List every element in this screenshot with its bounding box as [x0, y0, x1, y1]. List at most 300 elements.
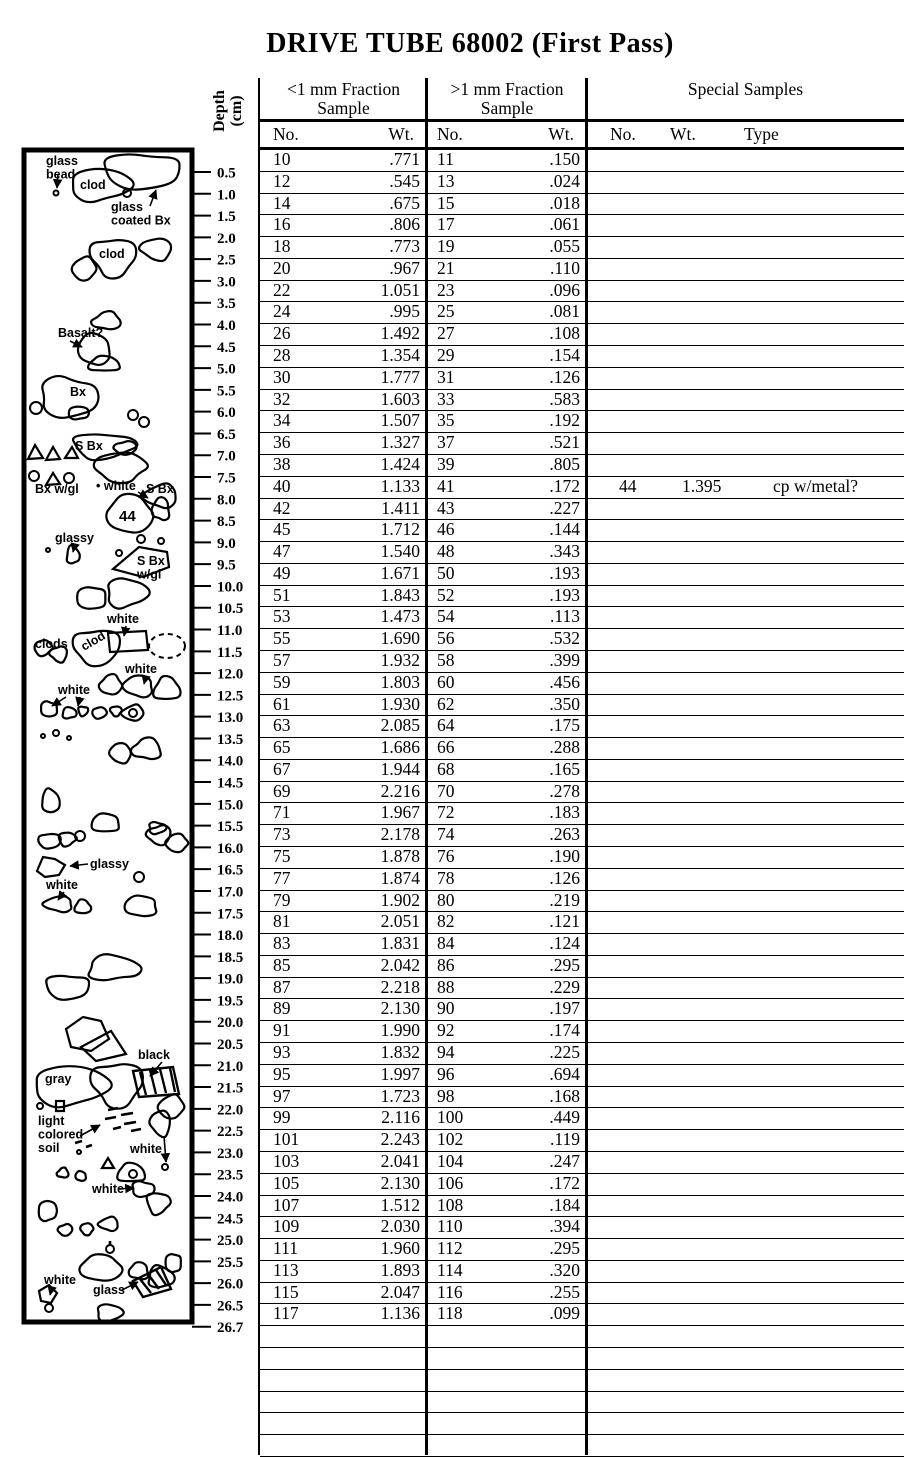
special-no-cell	[587, 259, 657, 280]
fine-wt-cell: .806	[389, 214, 420, 235]
fine-no-cell: 34	[273, 410, 291, 431]
special-no-cell	[587, 1435, 657, 1456]
depth-tick-label: 25.5	[217, 1254, 244, 1271]
table-row	[260, 1413, 904, 1435]
fine-wt-cell: 1.878	[380, 846, 420, 866]
special-wt-cell	[657, 1239, 733, 1260]
special-type-cell	[733, 1152, 904, 1173]
special-no-cell	[587, 673, 657, 694]
special-wt-cell	[657, 891, 733, 912]
depth-tick-label: 1.0	[217, 187, 236, 204]
group-label: Sample	[317, 98, 370, 118]
special-wt-cell	[657, 172, 733, 193]
soil-streak	[121, 1113, 133, 1115]
soil-streak	[86, 1145, 92, 1147]
coarse-wt-cell: .126	[549, 867, 580, 888]
special-type-cell	[733, 172, 904, 193]
special-wt-cell	[657, 564, 733, 585]
special-wt-cell	[657, 673, 733, 694]
coarse-no-cell: 41	[437, 475, 455, 496]
depth-tick-label: 17.0	[217, 884, 244, 901]
coarse-no-cell: 86	[437, 954, 455, 975]
fine-wt-cell: 2.178	[380, 824, 420, 845]
fine-no-cell: 83	[273, 933, 291, 954]
special-no-cell	[587, 172, 657, 193]
depth-tick-label: 21.5	[217, 1080, 244, 1097]
coarse-no-cell: 88	[437, 976, 455, 997]
coarse-no-cell: 60	[437, 671, 455, 692]
table-row	[260, 1326, 904, 1348]
fine-wt-cell: 1.540	[380, 541, 420, 562]
special-wt-cell	[657, 1392, 733, 1413]
coarse-no-cell: 72	[437, 802, 455, 823]
table-row	[260, 1196, 904, 1218]
depth-tick-label: 25.0	[217, 1233, 244, 1250]
special-type-cell	[733, 651, 904, 672]
diagram-label: white	[107, 612, 139, 626]
coarse-no-cell	[427, 1435, 489, 1456]
special-wt-cell	[657, 1435, 733, 1456]
special-type-cell	[733, 716, 904, 737]
special-wt-cell	[657, 760, 733, 781]
coarse-no-cell: 108	[437, 1194, 464, 1215]
special-no-cell	[587, 607, 657, 628]
table-row	[260, 302, 904, 324]
special-type-cell	[733, 760, 904, 781]
special-wt-cell	[657, 411, 733, 432]
diagram-label: Bx w/gl	[35, 482, 79, 496]
special-type-cell	[733, 520, 904, 541]
table-row	[260, 999, 904, 1021]
coarse-wt-cell: .192	[549, 410, 580, 431]
special-type-cell	[733, 847, 904, 868]
special-wt-cell: 1.395	[682, 475, 722, 496]
special-no-cell	[587, 564, 657, 585]
fine-wt-cell: 2.042	[380, 954, 420, 975]
table-row	[260, 847, 904, 869]
fine-no-cell: 61	[273, 693, 291, 714]
clast-shape	[77, 587, 105, 608]
special-wt-cell	[657, 1304, 733, 1325]
special-type-cell	[733, 738, 904, 759]
fine-wt-cell: 2.085	[380, 715, 420, 736]
special-wt-cell	[657, 1130, 733, 1151]
clast-shape	[39, 1285, 57, 1303]
special-no-cell	[587, 1196, 657, 1217]
group-label: <1 mm Fraction	[287, 79, 400, 99]
special-wt-cell	[657, 259, 733, 280]
depth-tick-label: 2.5	[217, 252, 236, 269]
coarse-no-cell: 37	[437, 432, 455, 453]
fine-wt-cell: 1.327	[380, 432, 420, 453]
fine-no-cell: 14	[273, 192, 291, 213]
special-wt-cell	[657, 978, 733, 999]
coarse-no-cell: 116	[437, 1281, 463, 1302]
clast-shape	[54, 191, 59, 196]
table-row	[260, 346, 904, 368]
special-type-cell	[733, 934, 904, 955]
depth-tick-label: 8.0	[217, 492, 236, 509]
clast-shape	[75, 1171, 86, 1181]
special-type-cell	[733, 1021, 904, 1042]
col-header-coarse-wt: Wt.	[548, 124, 574, 144]
coarse-no-cell: 80	[437, 889, 455, 910]
clast-shape	[42, 788, 60, 812]
special-type-cell	[733, 782, 904, 803]
depth-axis-label	[198, 78, 264, 144]
special-wt-cell	[657, 194, 733, 215]
special-type-cell	[733, 1087, 904, 1108]
annotation-arrow	[78, 697, 80, 706]
depth-tick-label: 8.5	[217, 514, 236, 531]
clast-shape	[77, 1150, 81, 1154]
clast-shape	[74, 899, 91, 913]
special-type-cell	[733, 912, 904, 933]
coarse-wt-cell: .805	[549, 453, 580, 474]
annotation-arrow	[164, 1136, 166, 1162]
special-type-cell	[733, 629, 904, 650]
special-type-cell	[733, 586, 904, 607]
depth-tick-label: 4.0	[217, 318, 236, 335]
table-row	[260, 368, 904, 390]
clast-shape	[81, 1031, 126, 1061]
depth-tick-label: 10.5	[217, 601, 244, 618]
special-type-cell	[733, 237, 904, 258]
table-row	[260, 1087, 904, 1109]
fine-wt-cell: .675	[389, 192, 420, 213]
special-type-cell	[733, 825, 904, 846]
fine-wt-cell: 1.723	[380, 1085, 420, 1106]
coarse-no-cell: 102	[437, 1129, 464, 1150]
fine-wt-cell: 1.424	[380, 453, 420, 474]
diagram-label: glass bead	[46, 154, 78, 182]
special-wt-cell	[657, 520, 733, 541]
fine-no-cell: 49	[273, 562, 291, 583]
special-type-cell	[733, 346, 904, 367]
fine-no-cell: 63	[273, 715, 291, 736]
special-wt-cell	[657, 1087, 733, 1108]
diagram-label: glass	[93, 1283, 125, 1297]
depth-tick-label: 19.5	[217, 993, 244, 1010]
special-type-cell	[733, 1435, 904, 1456]
special-no-cell	[587, 302, 657, 323]
coarse-wt-cell: .190	[549, 846, 580, 866]
special-wt-cell	[657, 1326, 733, 1347]
depth-tick-label: 12.5	[217, 688, 244, 705]
coarse-no-cell: 82	[437, 911, 455, 932]
coarse-wt-cell: .055	[549, 236, 580, 257]
special-type-cell	[733, 1304, 904, 1325]
coarse-no-cell: 70	[437, 780, 455, 801]
coarse-no-cell: 64	[437, 715, 455, 736]
table-row	[260, 651, 904, 673]
special-type-cell	[733, 324, 904, 345]
special-no-cell	[587, 411, 657, 432]
fine-wt-cell: 2.130	[380, 998, 420, 1019]
special-no-cell	[587, 1283, 657, 1304]
depth-ruler	[192, 166, 244, 1333]
special-wt-cell	[657, 1152, 733, 1173]
special-type-cell	[733, 1326, 904, 1347]
fine-wt-cell: 1.831	[380, 933, 420, 954]
fine-wt-cell	[322, 1348, 427, 1369]
dashed-clast-shape	[149, 634, 185, 658]
diagram-label: clod	[78, 628, 108, 654]
special-no-cell	[587, 847, 657, 868]
fine-no-cell: 99	[273, 1107, 291, 1128]
page-title: DRIVE TUBE 68002 (First Pass)	[266, 28, 674, 59]
special-no-cell	[587, 999, 657, 1020]
diagram-label: white	[44, 1273, 76, 1287]
special-type-cell	[733, 302, 904, 323]
depth-tick-label: 17.5	[217, 906, 244, 923]
table-row	[260, 716, 904, 738]
fine-wt-cell: 1.997	[380, 1063, 420, 1084]
special-no-cell	[587, 1348, 657, 1369]
fine-no-cell: 85	[273, 954, 291, 975]
fine-wt-cell: 2.051	[380, 911, 420, 932]
coarse-no-cell: 118	[437, 1303, 463, 1324]
fine-wt-cell	[322, 1370, 427, 1391]
special-wt-cell	[657, 912, 733, 933]
special-wt-cell	[657, 215, 733, 236]
fine-no-cell: 16	[273, 214, 291, 235]
fine-no-cell: 87	[273, 976, 291, 997]
special-wt-cell	[657, 782, 733, 803]
table-row	[260, 978, 904, 1000]
fine-wt-cell: 1.843	[380, 584, 420, 605]
special-no-cell	[587, 368, 657, 389]
fine-wt-cell	[322, 1392, 427, 1413]
table-group-header	[260, 78, 904, 122]
clast-shape	[78, 707, 88, 717]
depth-tick-label: 16.0	[217, 840, 244, 857]
coarse-no-cell: 13	[437, 170, 455, 191]
table-row	[260, 237, 904, 259]
coarse-wt-cell	[489, 1370, 587, 1391]
special-no-cell: 44	[619, 475, 637, 496]
special-no-cell	[587, 1087, 657, 1108]
special-wt-cell	[657, 934, 733, 955]
diagram-label: clod	[80, 178, 106, 192]
col-header-fine-wt: Wt.	[388, 124, 414, 144]
table-row	[260, 520, 904, 542]
coarse-no-cell: 106	[437, 1172, 464, 1193]
special-no-cell	[587, 215, 657, 236]
fine-no-cell: 18	[273, 236, 291, 257]
coarse-no-cell	[427, 1413, 489, 1434]
coarse-no-cell: 11	[437, 149, 454, 169]
depth-tick-label: 3.5	[217, 296, 236, 313]
fine-no-cell: 40	[273, 475, 291, 496]
group-label: >1 mm Fraction	[450, 79, 564, 99]
fine-wt-cell: 1.777	[380, 366, 420, 387]
depth-tick-label: 21.0	[217, 1058, 244, 1075]
depth-tick-label: 5.0	[217, 361, 236, 378]
special-no-cell	[587, 629, 657, 650]
coarse-no-cell: 15	[437, 192, 455, 213]
table-row	[260, 803, 904, 825]
fine-no-cell	[260, 1370, 322, 1391]
coarse-wt-cell	[489, 1413, 587, 1434]
coarse-wt-cell: .521	[549, 432, 580, 453]
depth-tick-label: 1.5	[217, 209, 236, 226]
coarse-no-cell: 17	[437, 214, 455, 235]
special-type-cell	[733, 1196, 904, 1217]
coarse-no-cell: 90	[437, 998, 455, 1019]
clast-shape	[139, 417, 149, 427]
diagram-label: light colored soil	[38, 1114, 84, 1155]
table-row	[260, 324, 904, 346]
depth-tick-label: 22.5	[217, 1124, 244, 1141]
fine-wt-cell: 1.354	[380, 345, 420, 366]
table-row	[260, 869, 904, 891]
special-wt-cell	[657, 825, 733, 846]
hatch-line	[160, 1069, 166, 1093]
table-row	[260, 1065, 904, 1087]
coarse-wt-cell: .247	[549, 1150, 580, 1171]
fine-no-cell: 81	[273, 911, 291, 932]
fine-no-cell: 69	[273, 780, 291, 801]
coarse-wt-cell: .110	[550, 257, 580, 278]
clast-shape	[38, 834, 60, 849]
depth-tick-label: 11.0	[217, 623, 243, 640]
special-wt-cell	[657, 803, 733, 824]
special-type-cell	[733, 259, 904, 280]
fine-no-cell: 111	[273, 1238, 298, 1259]
depth-tick-label: 0.5	[217, 165, 236, 182]
special-type-cell	[733, 194, 904, 215]
special-type-cell	[733, 1239, 904, 1260]
coarse-wt-cell: .165	[549, 758, 580, 779]
special-type-cell	[733, 1413, 904, 1434]
diagram-label: white	[130, 1142, 162, 1156]
special-type-cell	[733, 1261, 904, 1282]
clast-shape	[99, 674, 122, 694]
special-wt-cell	[657, 237, 733, 258]
diagram-label: gray	[45, 1072, 72, 1086]
clast-shape	[110, 707, 122, 717]
fine-no-cell: 117	[273, 1303, 299, 1324]
fine-wt-cell: 1.671	[380, 562, 420, 583]
fine-wt-cell: 2.116	[381, 1107, 420, 1128]
fine-no-cell	[260, 1435, 322, 1456]
table-row	[260, 1348, 904, 1370]
special-wt-cell	[657, 433, 733, 454]
coarse-no-cell: 76	[437, 846, 455, 866]
annotation-arrow	[124, 626, 126, 636]
diagram-label: white	[58, 683, 90, 697]
fine-no-cell: 45	[273, 519, 291, 540]
fine-wt-cell: 1.507	[380, 410, 420, 431]
fine-wt-cell: 1.492	[380, 323, 420, 344]
special-no-cell	[587, 891, 657, 912]
coarse-no-cell: 39	[437, 453, 455, 474]
clast-shape	[45, 1304, 53, 1312]
coarse-no-cell: 98	[437, 1085, 455, 1106]
table-row	[260, 738, 904, 760]
special-no-cell	[587, 433, 657, 454]
special-type-cell	[733, 455, 904, 476]
fine-no-cell: 75	[273, 846, 291, 866]
table-row	[260, 1130, 904, 1152]
fine-wt-cell: 1.512	[380, 1194, 420, 1215]
special-no-cell	[587, 1392, 657, 1413]
diagram-label: S Bx	[146, 482, 174, 496]
fine-wt-cell: 2.047	[380, 1281, 420, 1302]
coarse-wt-cell: .295	[549, 1238, 580, 1259]
diagram-label: glass coated Bx	[111, 200, 171, 228]
depth-tick-label: 4.5	[217, 339, 236, 356]
table-row	[260, 1283, 904, 1305]
fine-no-cell: 65	[273, 737, 291, 758]
special-type-cell	[733, 1283, 904, 1304]
coarse-no-cell: 19	[437, 236, 455, 257]
table-row	[260, 499, 904, 521]
diagram-label: S Bx w/gl	[137, 554, 165, 582]
coarse-no-cell: 46	[437, 519, 455, 540]
diagram-label: 44	[119, 508, 136, 525]
special-no-cell	[587, 695, 657, 716]
fine-wt-cell: 1.930	[380, 693, 420, 714]
fine-no-cell: 97	[273, 1085, 291, 1106]
special-no-cell	[587, 738, 657, 759]
diagram-label: glassy	[55, 531, 94, 545]
special-wt-cell	[657, 1261, 733, 1282]
fine-wt-cell: 1.603	[380, 388, 420, 409]
special-wt-cell	[657, 1413, 733, 1434]
depth-tick-label: 10.0	[217, 579, 244, 596]
coarse-wt-cell: .399	[549, 649, 580, 670]
special-type-cell	[733, 564, 904, 585]
soil-streak	[105, 1117, 116, 1119]
coarse-wt-cell: .320	[549, 1259, 580, 1280]
fine-wt-cell: 1.990	[380, 1020, 420, 1041]
depth-tick-label: 18.5	[217, 949, 244, 966]
coarse-wt-cell: .449	[549, 1107, 580, 1128]
clast-shape	[158, 538, 164, 544]
fine-no-cell: 67	[273, 758, 291, 779]
special-wt-cell	[657, 695, 733, 716]
special-no-cell	[587, 520, 657, 541]
clast-shape	[57, 1168, 69, 1178]
fine-no-cell: 103	[273, 1150, 300, 1171]
special-type-cell	[733, 1043, 904, 1064]
special-no-cell	[587, 825, 657, 846]
special-no-cell	[587, 1130, 657, 1151]
depth-tick-label: 7.0	[217, 448, 236, 465]
table-row	[260, 912, 904, 934]
clast-shape	[139, 239, 171, 261]
coarse-wt-cell: .113	[550, 606, 580, 627]
coarse-wt-cell: .694	[549, 1063, 580, 1084]
special-no-cell	[587, 1108, 657, 1129]
fine-wt-cell	[322, 1435, 427, 1456]
depth-tick-label: 11.5	[217, 644, 243, 661]
clast-shape	[80, 1223, 93, 1235]
depth-tick-label: 23.0	[217, 1145, 244, 1162]
coarse-wt-cell: .099	[549, 1303, 580, 1324]
coarse-no-cell: 74	[437, 824, 455, 845]
fine-wt-cell: .771	[389, 149, 420, 169]
fine-no-cell: 36	[273, 432, 291, 453]
depth-tick-label: 7.5	[217, 470, 236, 487]
group-special-samples	[587, 78, 904, 119]
fine-no-cell: 73	[273, 824, 291, 845]
coarse-wt-cell: .018	[549, 192, 580, 213]
special-no-cell	[587, 499, 657, 520]
table-row	[260, 891, 904, 913]
